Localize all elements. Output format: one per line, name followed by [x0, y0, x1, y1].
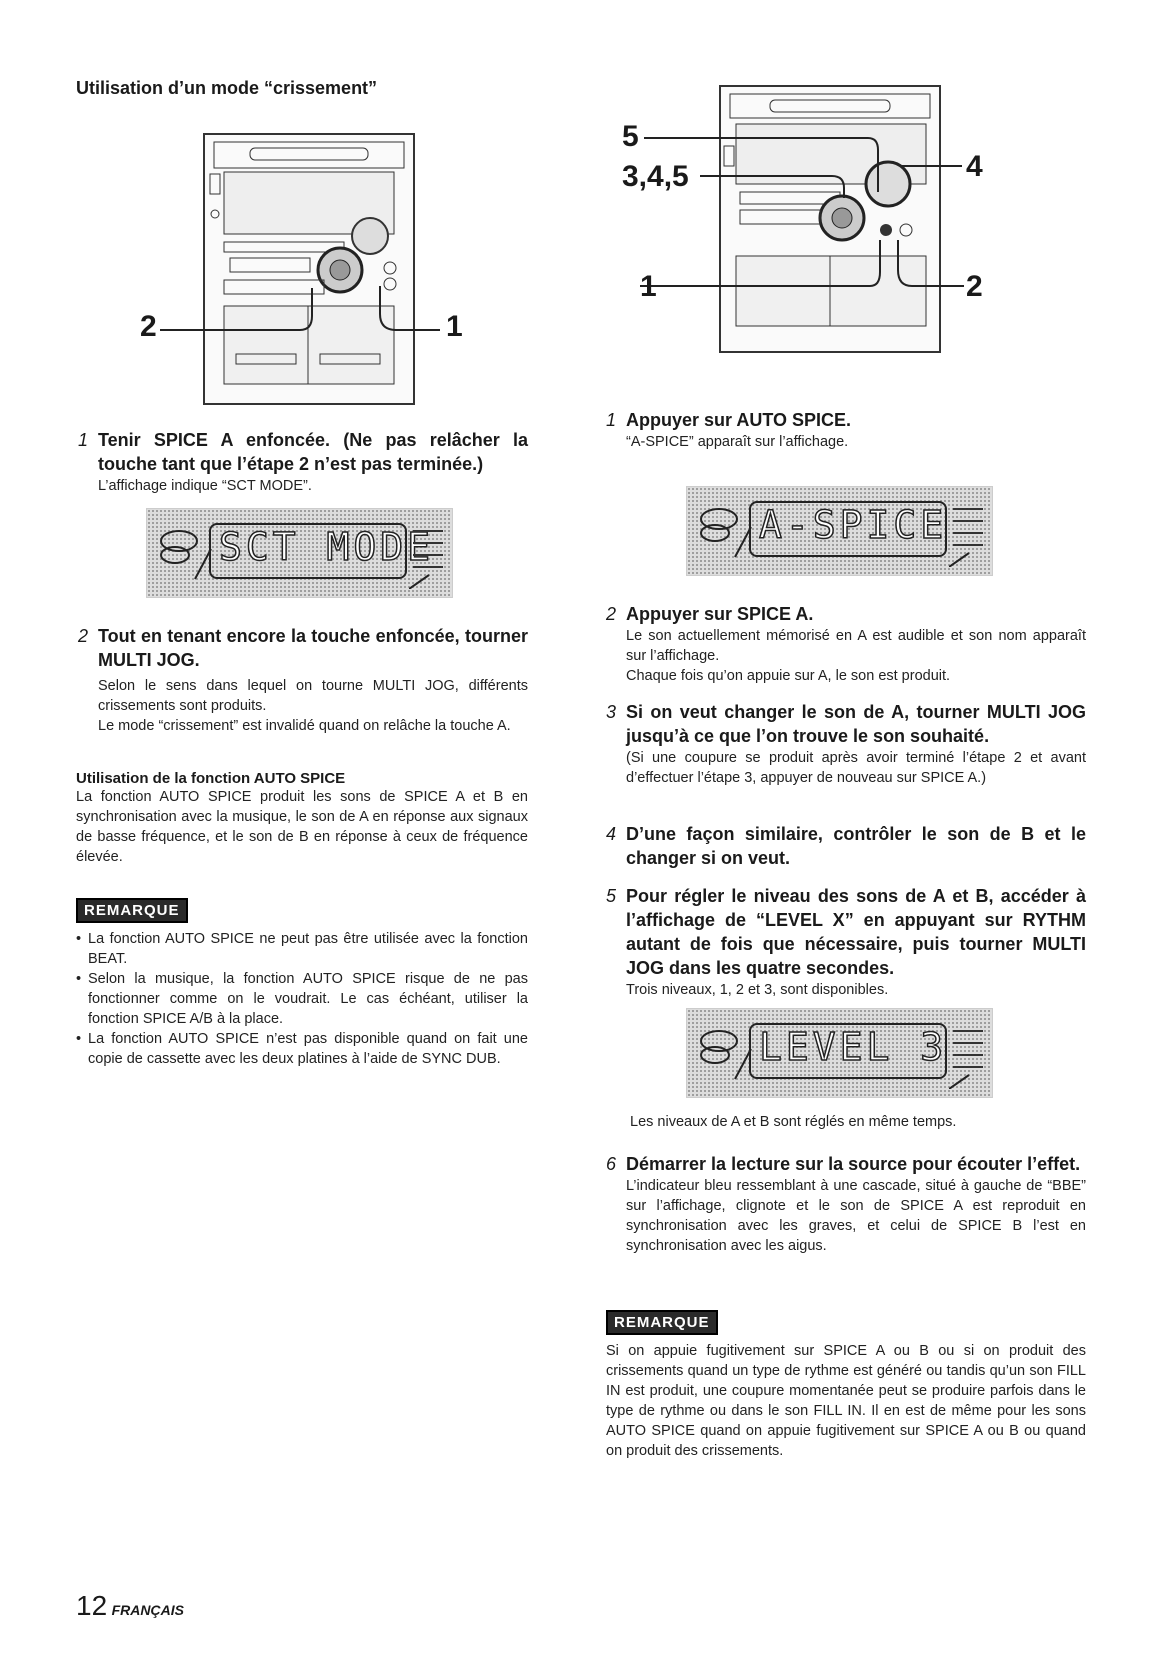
right-step-3 [606, 700, 1086, 788]
left-step-2 [78, 624, 528, 736]
step-heading: D’une façon similaire, contrôler le son de B et le changer si on veut. [626, 824, 1086, 868]
remarque-badge: REMARQUE [606, 1310, 718, 1335]
step-body: L’affichage indique “SCT MODE”. [98, 478, 312, 494]
right-step-4 [606, 822, 1086, 870]
level-bars-icon [949, 1019, 989, 1089]
step-number: 1 [606, 410, 617, 430]
step-number: 3 [606, 702, 617, 722]
callout-lines [600, 80, 1020, 380]
stereo-diagram-right [600, 80, 1020, 380]
step-number: 4 [606, 824, 617, 844]
step-number: 6 [606, 1154, 617, 1174]
remarque-badge: REMARQUE [76, 898, 188, 923]
right-step-6 [606, 1152, 1086, 1256]
stereo-unit-illustration [140, 118, 480, 418]
step-heading: Démarrer la lecture sur la source pour écouter l’effet. [626, 1154, 1081, 1174]
lcd-text: A-SPICE [759, 503, 948, 547]
page-footer [76, 1590, 184, 1622]
step-number: 1 [78, 430, 89, 450]
right-step-5 [606, 884, 1086, 1000]
step-body: “A-SPICE” apparaît sur l’affichage. [626, 434, 849, 450]
step-body: Trois niveaux, 1, 2 et 3, sont disponibles. [626, 982, 889, 998]
left-step-1 [78, 428, 528, 496]
section-title-crissement: Utilisation d’un mode “crissement” [76, 78, 378, 98]
callout-2: 2 [140, 310, 157, 343]
remarque-bullet: • La fonction AUTO SPICE ne peut pas être utilisée avec la fonction BEAT. [76, 929, 528, 969]
step-heading: Appuyer sur SPICE A. [626, 604, 814, 624]
step-body: (Si une coupure se produit après avoir terminé l’étape 2 et avant d’effectuer l’étape 3, appuyer de nouveau sur SPICE A.) [626, 750, 1086, 786]
remarque-bullet: • La fonction AUTO SPICE n’est pas disponible quand on fait une copie de cassette avec les deux platines à l’aide de SYNC DUB. [76, 1029, 528, 1069]
lcd-display-sct-mode [146, 508, 453, 598]
callout-1: 1 [446, 310, 463, 343]
level-bars-icon [409, 519, 449, 589]
step-heading: Si on veut changer le son de A, tourner MULTI JOG jusqu’à ce que l’on trouve le son souhaité. [626, 702, 1086, 746]
speaker-wave-icon [695, 497, 755, 567]
auto-spice-title: Utilisation de la fonction AUTO SPICE [76, 770, 346, 787]
callout-5: 5 [622, 120, 639, 153]
step-heading: Tenir SPICE A enfoncée. (Ne pas relâcher la touche tant que l’étape 2 n’est pas terminée.) [98, 430, 528, 474]
step-number: 2 [78, 626, 89, 646]
stereo-diagram-left [140, 118, 480, 418]
auto-spice-body: La fonction AUTO SPICE produit les sons de SPICE A et B en synchronisation avec la musique, le son de A en réponse aux signaux de basse fréquence, et le son de B en réponse à ceux de fréquence élevée. [76, 789, 528, 865]
footer-language: FRANÇAIS [111, 1602, 184, 1618]
right-step-1 [606, 408, 1086, 452]
step-heading: Appuyer sur AUTO SPICE. [626, 410, 852, 430]
right-remarque [606, 1310, 1086, 1461]
step-body-2: Le mode “crissement” est invalidé quand on relâche la touche A. [98, 718, 511, 734]
auto-spice-section [76, 770, 528, 867]
speaker-wave-icon [695, 1019, 755, 1089]
callout-4: 4 [966, 150, 983, 183]
lcd-text: SCT MODE [219, 525, 435, 569]
step-body-1: Le son actuellement mémorisé en A est audible et son nom apparaît sur l’affichage. [626, 628, 1086, 664]
step-number: 5 [606, 886, 617, 906]
lcd-display-level [686, 1008, 993, 1098]
step-body-2: Chaque fois qu’on appuie sur A, le son est produit. [626, 668, 951, 684]
callout-2: 2 [966, 270, 983, 303]
step-heading: Pour régler le niveau des sons de A et B, accéder à l’affichage de “LEVEL X” en appuyant sur RYTHM autant de fois que nécessaire, puis tourner MULTI JOG dans les quatre secondes. [626, 886, 1086, 978]
right-step-2 [606, 602, 1086, 686]
remarque-bullet: • Selon la musique, la fonction AUTO SPICE risque de ne pas fonctionner comme on le voudrait. Le cas échéant, utiliser la fonction SPICE A/B à la place. [76, 969, 528, 1029]
lcd-text: LEVEL 3 [759, 1025, 948, 1069]
level-note: Les niveaux de A et B sont réglés en même temps. [630, 1114, 957, 1130]
speaker-wave-icon [155, 519, 215, 589]
lcd-display-a-spice [686, 486, 993, 576]
level-bars-icon [949, 497, 989, 567]
step-body-1: Selon le sens dans lequel on tourne MULTI JOG, différents crissements sont produits. [98, 678, 528, 714]
left-remarque [76, 898, 528, 1069]
step-heading: Tout en tenant encore la touche enfoncée, tourner MULTI JOG. [98, 626, 528, 670]
remarque-body: Si on appuie fugitivement sur SPICE A ou B ou si on produit des crissements quand un type de rythme est généré ou tandis qu’un son FILL IN est produit, une coupure momentanée peut se produire parfois dans le type de rythme ou dans le son FILL IN. Il en est de même pour les sons AUTO SPICE quand on appuie fugitivement sur SPICE A ou B ou quand on produit des crissements. [606, 1343, 1086, 1459]
page-number: 12 [76, 1590, 108, 1621]
step-body: L’indicateur bleu ressemblant à une cascade, situé à gauche de “BBE” sur l’affichage, clignote et le son de SPICE A est reproduit en synchronisation avec les graves, et celui de SPICE B l’est en synchronisation avec les aigus. [626, 1178, 1086, 1254]
callout-1: 1 [640, 270, 657, 303]
step-number: 2 [606, 604, 617, 624]
callout-3-4-5: 3,4,5 [622, 160, 689, 193]
